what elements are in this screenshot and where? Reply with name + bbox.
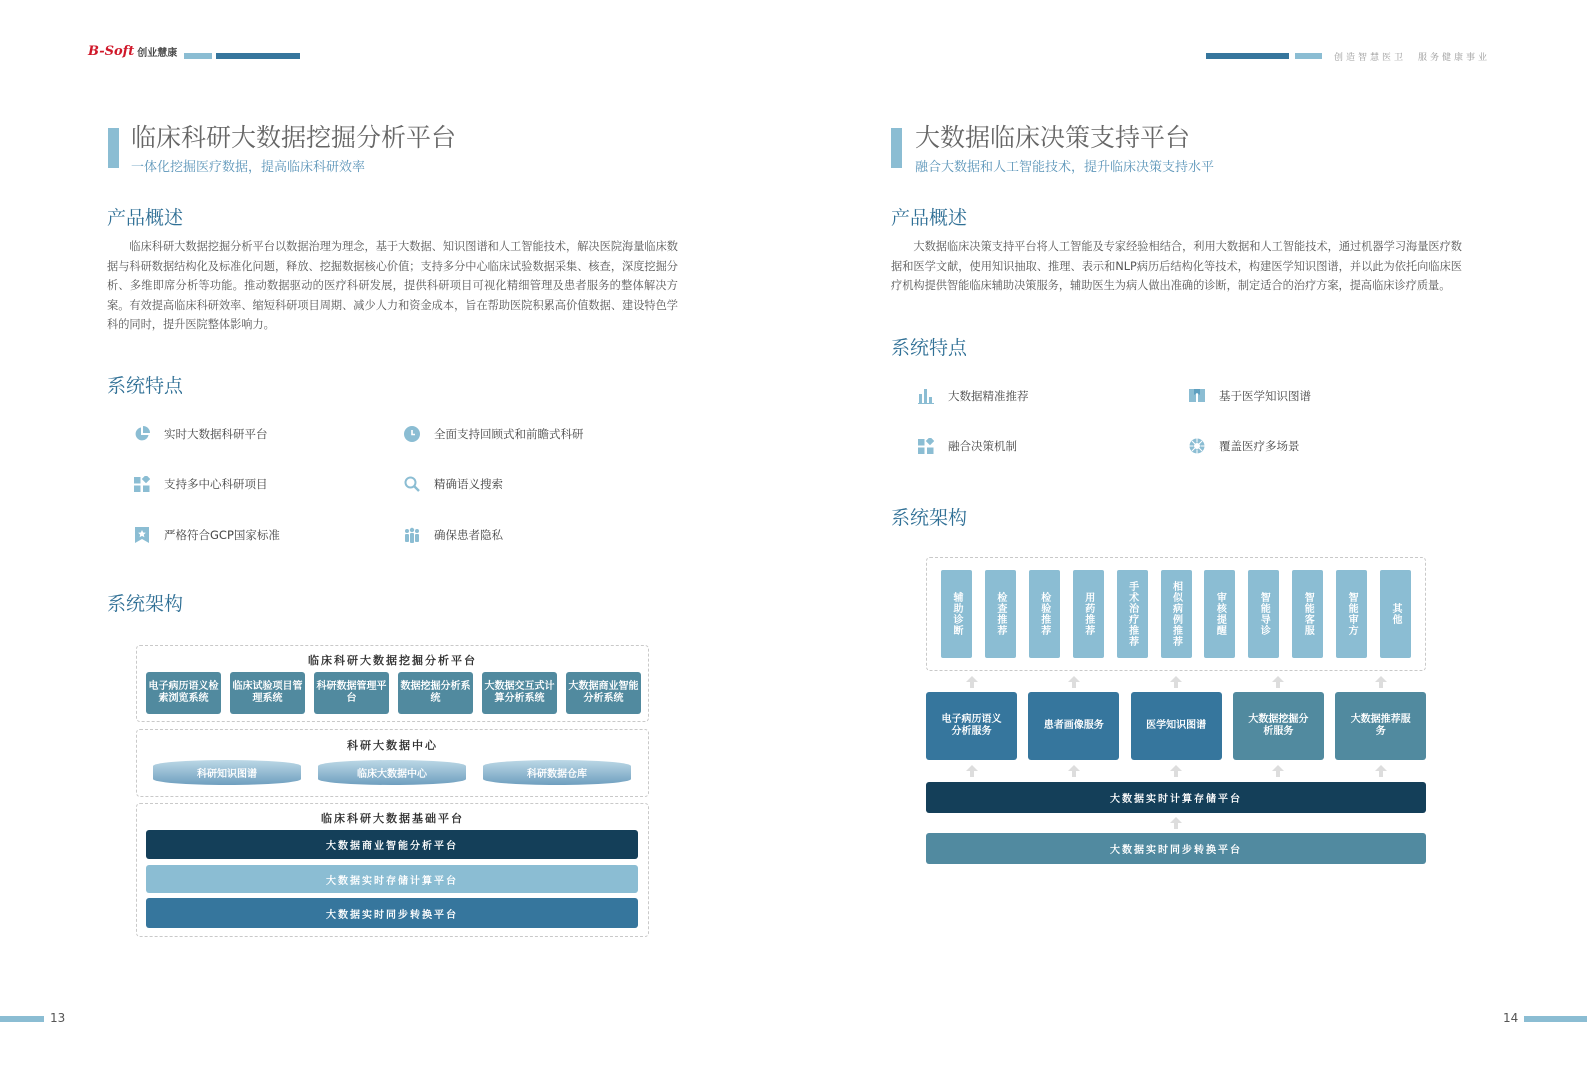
page-number: 13 [50, 1011, 66, 1025]
architecture-heading: 系统架构 [107, 593, 184, 615]
service-module: 电子病历语义分析服务 [926, 692, 1017, 760]
service-module: 大数据推荐服务 [1335, 692, 1426, 760]
feature-label: 精确语义搜索 [434, 477, 503, 491]
application-module: 手术治疗推荐 [1117, 570, 1148, 658]
arrow-up-icon [966, 676, 978, 682]
search-icon [404, 476, 420, 492]
application-module: 辅助诊断 [941, 570, 972, 658]
page-subtitle: 一体化挖掘医疗数据，提高临床科研效率 [131, 160, 366, 175]
grid-icon [918, 438, 934, 454]
page-title: 大数据临床决策支持平台 [915, 123, 1191, 152]
application-module: 用药推荐 [1073, 570, 1104, 658]
layer-title: 临床科研大数据挖掘分析平台 [308, 654, 477, 667]
service-module: 医学知识图谱 [1131, 692, 1222, 760]
bookmark-star-icon [134, 527, 150, 543]
arrow-up-icon [966, 765, 978, 771]
feature-label: 实时大数据科研平台 [164, 427, 268, 441]
service-module: 大数据挖掘分析服务 [1233, 692, 1324, 760]
system-module: 数据挖掘分析系统 [398, 672, 473, 714]
feature-label: 大数据精准推荐 [948, 389, 1029, 403]
logo-brand: B-Soft [88, 44, 135, 59]
application-module: 检查推荐 [985, 570, 1016, 658]
system-module: 电子病历语义检索浏览系统 [146, 672, 221, 714]
data-store: 科研数据仓库 [483, 760, 631, 785]
feature-item [918, 438, 1017, 454]
application-module: 审核提醒 [1204, 570, 1235, 658]
application-module: 智能导诊 [1248, 570, 1279, 658]
arrow-up-icon [1375, 676, 1387, 682]
feature-item [134, 476, 268, 492]
grid-icon [134, 476, 150, 492]
features-heading: 系统特点 [891, 337, 968, 359]
title-accent [108, 128, 119, 168]
data-store: 科研知识图谱 [153, 760, 301, 785]
service-module: 患者画像服务 [1028, 692, 1119, 760]
bar-chart-icon [918, 388, 934, 404]
people-icon [404, 527, 420, 543]
feature-item [134, 426, 268, 442]
arrow-up-icon [1170, 765, 1182, 771]
feature-label: 支持多中心科研项目 [164, 477, 268, 491]
header-bar-light [184, 53, 212, 59]
feature-item [134, 527, 280, 543]
arrow-up-icon [1068, 765, 1080, 771]
architecture-heading: 系统架构 [891, 507, 968, 529]
feature-item [404, 527, 503, 543]
features-heading: 系统特点 [107, 375, 184, 397]
aperture-icon [1189, 438, 1205, 454]
feature-item [1189, 388, 1311, 404]
slogan: 创造智慧医卫 服务健康事业 [1334, 53, 1491, 63]
application-module: 检验推荐 [1029, 570, 1060, 658]
application-module: 智能审方 [1336, 570, 1367, 658]
feature-label: 确保患者隐私 [434, 528, 503, 542]
feature-item [404, 476, 503, 492]
page-number: 14 [1503, 1011, 1519, 1025]
overview-heading: 产品概述 [107, 207, 184, 229]
feature-item [1189, 438, 1300, 454]
arrow-up-icon [1170, 817, 1182, 823]
feature-label: 融合决策机制 [948, 439, 1017, 453]
feature-label: 覆盖医疗多场景 [1219, 439, 1300, 453]
arrow-up-icon [1170, 676, 1182, 682]
layer-title: 科研大数据中心 [347, 739, 438, 752]
overview-text: 大数据临床决策支持平台将人工智能及专家经验相结合，利用大数据和人工智能技术，通过机器学习海量医疗数据和医学文献，使用知识抽取、推理、表示和NLP病历后结构化等技术，构建医学知识图谱，并以此为依托向临床医疗机构提供智能临床辅助决策服务，辅助医生为病人做出准确的诊断，制定适合的治疗方案，提高临床诊疗质量。 [891, 240, 1462, 292]
header-bar-light [1295, 53, 1322, 59]
arrow-up-icon [1375, 765, 1387, 771]
logo-name: 创业慧康 [137, 48, 178, 59]
application-module: 相似病例推荐 [1161, 570, 1192, 658]
platform-bar: 大数据实时存储计算平台 [146, 865, 638, 893]
page-number-bar [1524, 1016, 1587, 1022]
system-module: 大数据交互式计算分析系统 [482, 672, 557, 714]
feature-label: 严格符合GCP国家标准 [164, 528, 280, 542]
compute-platform-bar: 大数据实时计算存储平台 [926, 782, 1426, 813]
arrow-up-icon [1272, 765, 1284, 771]
header-bar-dark [216, 53, 300, 59]
application-module: 智能客服 [1292, 570, 1323, 658]
arrow-up-icon [1068, 676, 1080, 682]
title-accent [891, 128, 902, 168]
page-title: 临床科研大数据挖掘分析平台 [131, 123, 457, 152]
feature-label: 基于医学知识图谱 [1219, 389, 1311, 403]
logo [88, 44, 177, 59]
data-store: 临床大数据中心 [318, 760, 466, 785]
feature-label: 全面支持回顾式和前瞻式科研 [434, 427, 584, 441]
feature-item [404, 426, 584, 442]
layer-title: 临床科研大数据基础平台 [321, 812, 464, 825]
arrow-up-icon [1272, 676, 1284, 682]
system-module: 大数据商业智能分析系统 [566, 672, 641, 714]
system-module: 临床试验项目管理系统 [230, 672, 305, 714]
pie-chart-icon [134, 426, 150, 442]
system-module: 科研数据管理平台 [314, 672, 389, 714]
page-subtitle: 融合大数据和人工智能技术，提升临床决策支持水平 [915, 160, 1215, 175]
header-bar-dark [1206, 53, 1289, 59]
platform-bar: 大数据商业智能分析平台 [146, 830, 638, 859]
overview-text: 临床科研大数据挖掘分析平台以数据治理为理念，基于大数据、知识图谱和人工智能技术，解决医院海量临床数据与科研数据结构化及标准化问题，释放、挖掘数据核心价值；支持多分中心临床试验数据采集、核查，深度挖掘分析、多维即席分析等功能。推动数据驱动的医疗科研发展，提供科研项目可视化精细管理及患者服务的整体解决方案。有效提高临床科研效率、缩短科研项目周期、减少人力和资金成本，旨在帮助医院积累高价值数据、建设特色学科的同时，提升医院整体影响力。 [107, 240, 678, 331]
application-module: 其他 [1380, 570, 1411, 658]
book-icon [1189, 388, 1205, 404]
overview-heading: 产品概述 [891, 207, 968, 229]
clock-icon [404, 426, 420, 442]
feature-item [918, 388, 1029, 404]
sync-platform-bar: 大数据实时同步转换平台 [926, 833, 1426, 864]
platform-bar: 大数据实时同步转换平台 [146, 898, 638, 928]
page-number-bar [0, 1016, 44, 1022]
